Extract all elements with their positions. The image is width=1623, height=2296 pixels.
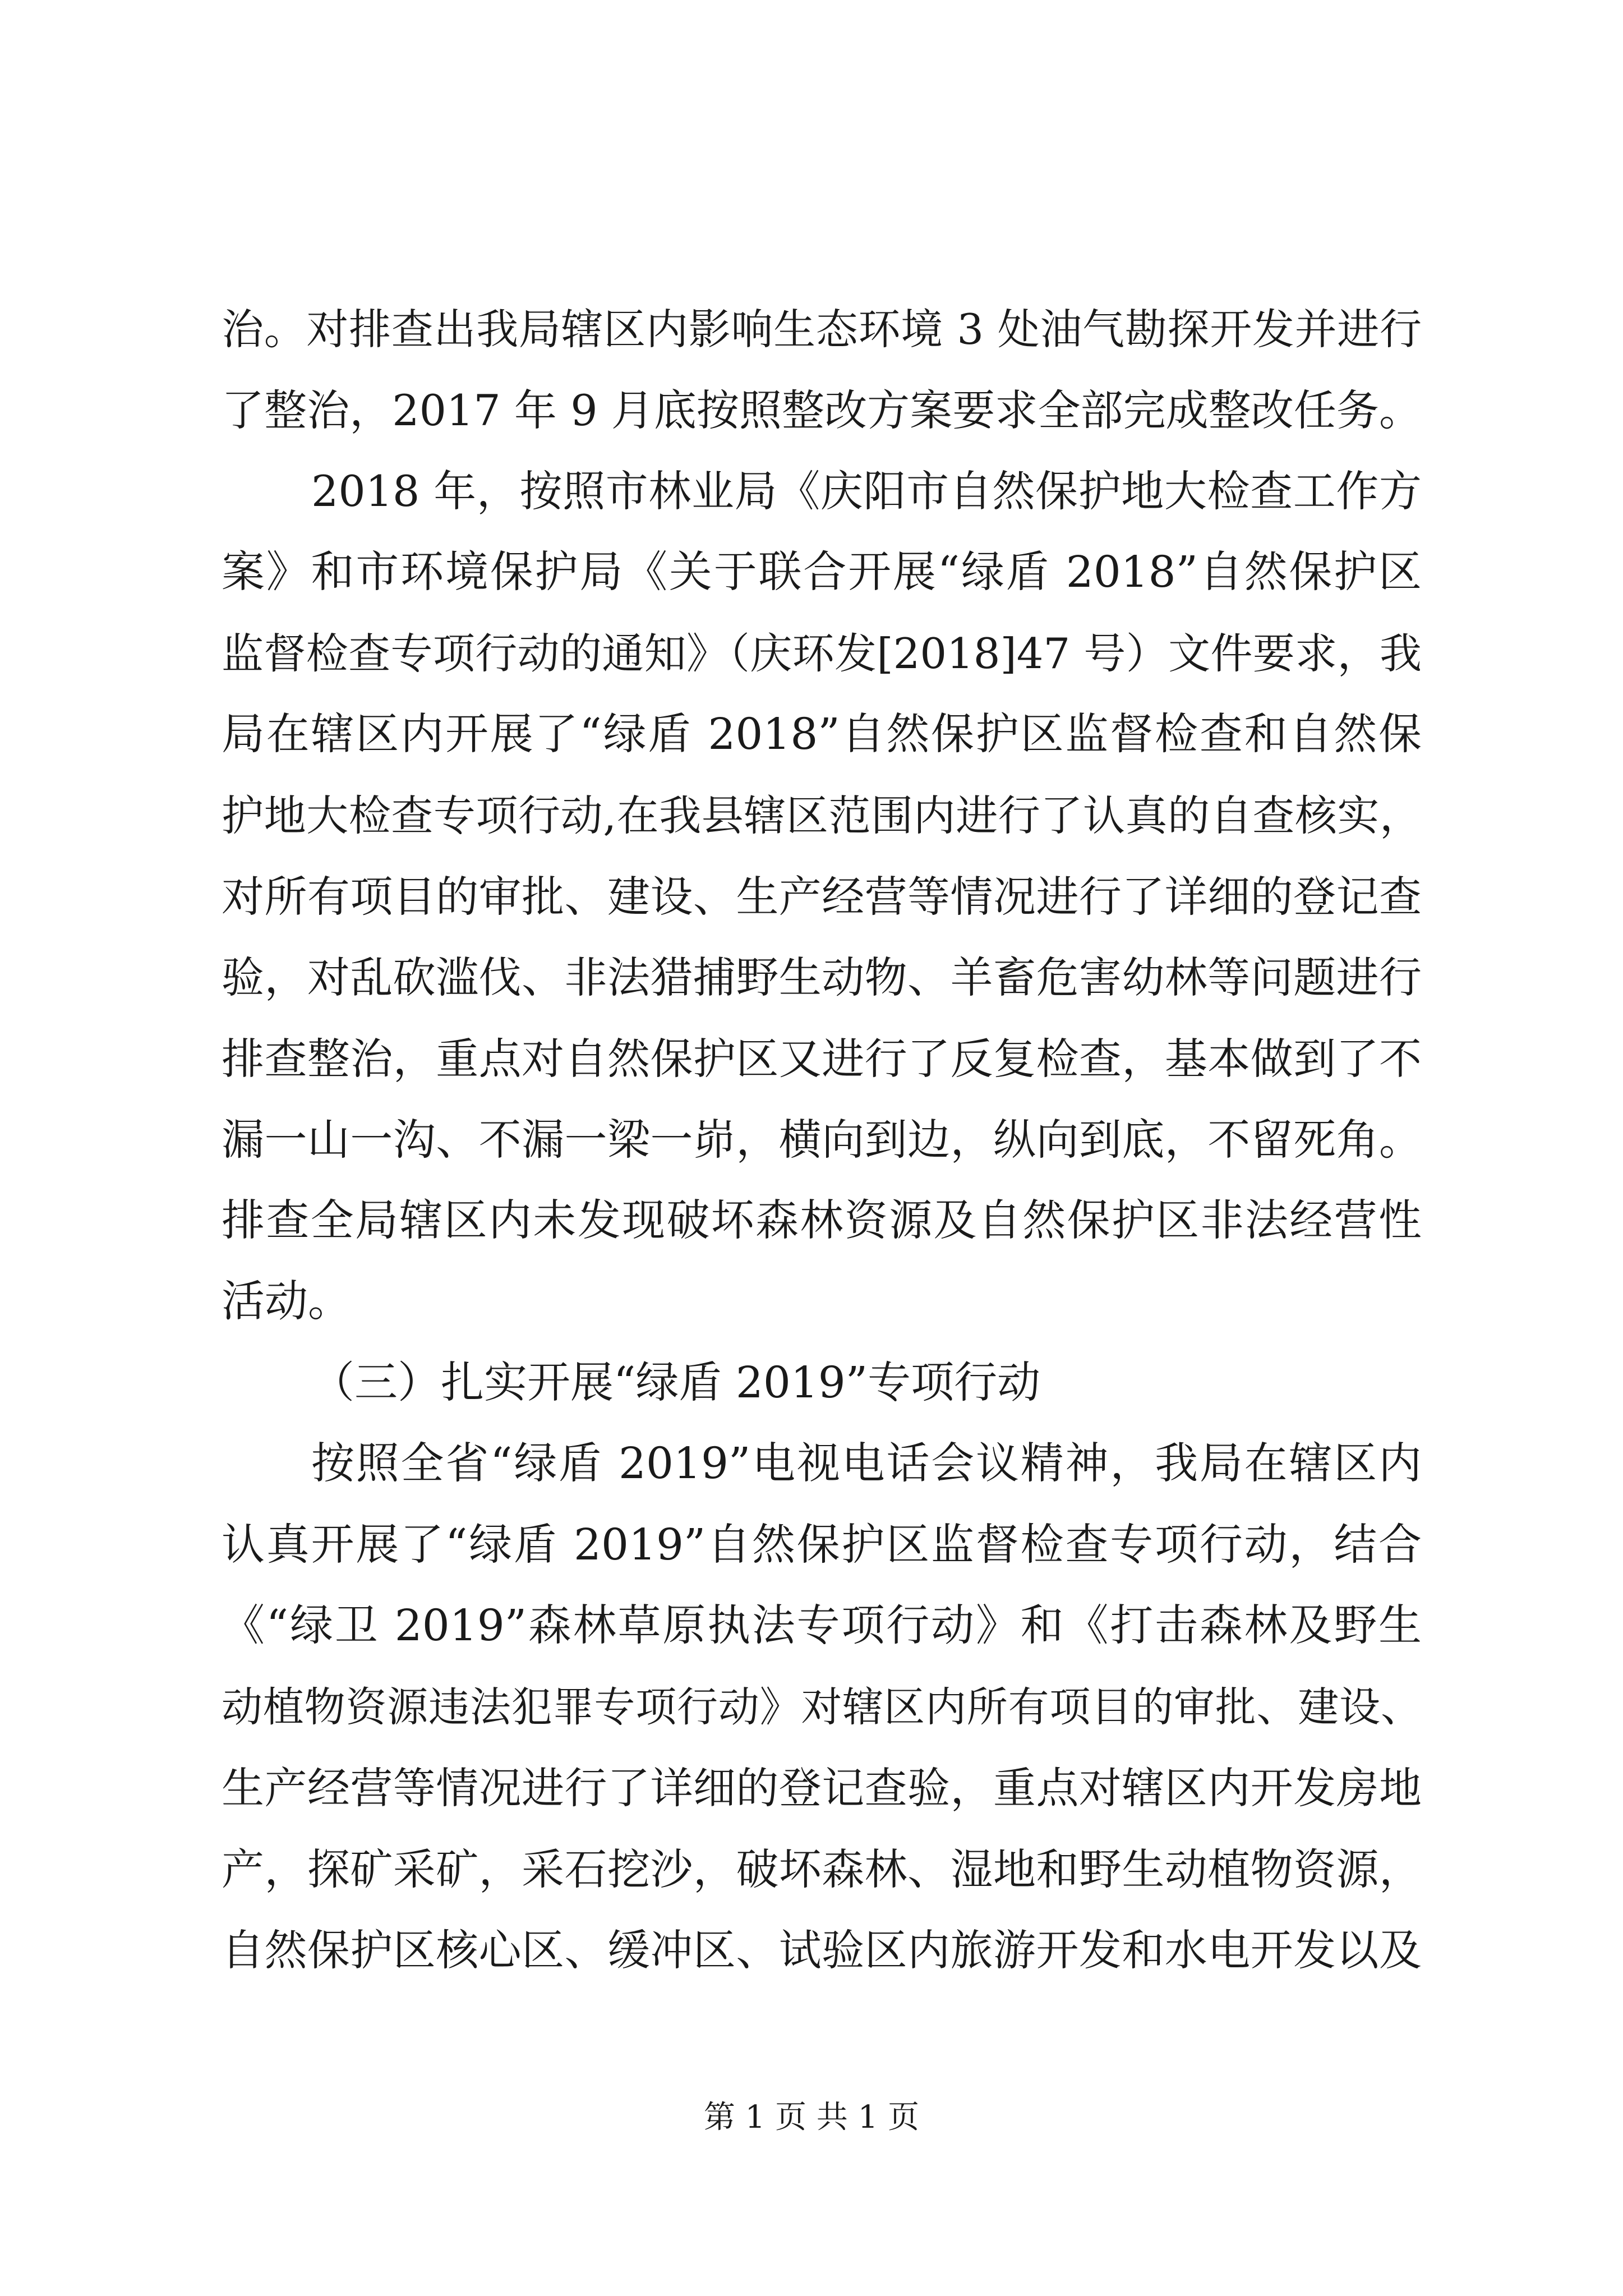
text-line: 治。对排查出我局辖区内影响生态环境 3 处油气勘探开发并进行: [222, 305, 1422, 354]
text-line: 认真开展了“绿盾 2019”自然保护区监督检查专项行动，结合: [222, 1520, 1422, 1570]
text-line: 验，对乱砍滥伐、非法猎捕野生动物、羊畜危害幼林等问题进行: [222, 953, 1422, 1002]
text-line: 生产经营等情况进行了详细的登记查验，重点对辖区内开发房地: [222, 1763, 1422, 1813]
document-body: [222, 289, 1422, 1991]
text-line: 局在辖区内开展了“绿盾 2018”自然保护区监督检查和自然保: [222, 709, 1422, 760]
text-line: 案》和市环境保护局《关于联合开展“绿盾 2018”自然保护区: [222, 547, 1422, 597]
text-line: 产，探矿采矿，采石挖沙，破坏森林、湿地和野生动植物资源，: [222, 1844, 1422, 1894]
text-line: 了整治，2017 年 9 月底按照整改方案要求全部完成整改任务。: [222, 385, 1422, 435]
text-line: 漏一山一沟、不漏一梁一峁，横向到边，纵向到底，不留死角。: [222, 1115, 1422, 1165]
text-line: 监督检查专项行动的通知》（庆环发[2018]47 号）文件要求，我: [222, 629, 1422, 678]
text-line: 自然保护区核心区、缓冲区、试验区内旅游开发和水电开发以及: [222, 1925, 1422, 1975]
text-line: 《“绿卫 2019”森林草原执法专项行动》和《打击森林及野生: [222, 1601, 1422, 1651]
text-line: 对所有项目的审批、建设、生产经营等情况进行了详细的登记查: [222, 871, 1422, 922]
text-line: 2018 年，按照市林业局《庆阳市自然保护地大检查工作方: [311, 466, 1422, 516]
section-heading: （三）扎实开展“绿盾 2019”专项行动: [311, 1358, 1041, 1408]
text-line: 活动。: [222, 1277, 351, 1327]
page-footer: [0, 2098, 1623, 2137]
text-line: 动植物资源违法犯罪专项行动》对辖区内所有项目的审批、建设、: [222, 1683, 1422, 1731]
text-line: 护地大检查专项行动,在我县辖区范围内进行了认真的自查核实，: [222, 791, 1422, 840]
text-line: 排查整治，重点对自然保护区又进行了反复检查，基本做到了不: [222, 1033, 1422, 1084]
text-line: 排查全局辖区内未发现破坏森林资源及自然保护区非法经营性: [222, 1195, 1422, 1246]
page-number-label: 第 1 页 共 1 页: [703, 2099, 920, 2136]
text-line: 按照全省“绿盾 2019”电视电话会议精神，我局在辖区内: [311, 1439, 1422, 1489]
